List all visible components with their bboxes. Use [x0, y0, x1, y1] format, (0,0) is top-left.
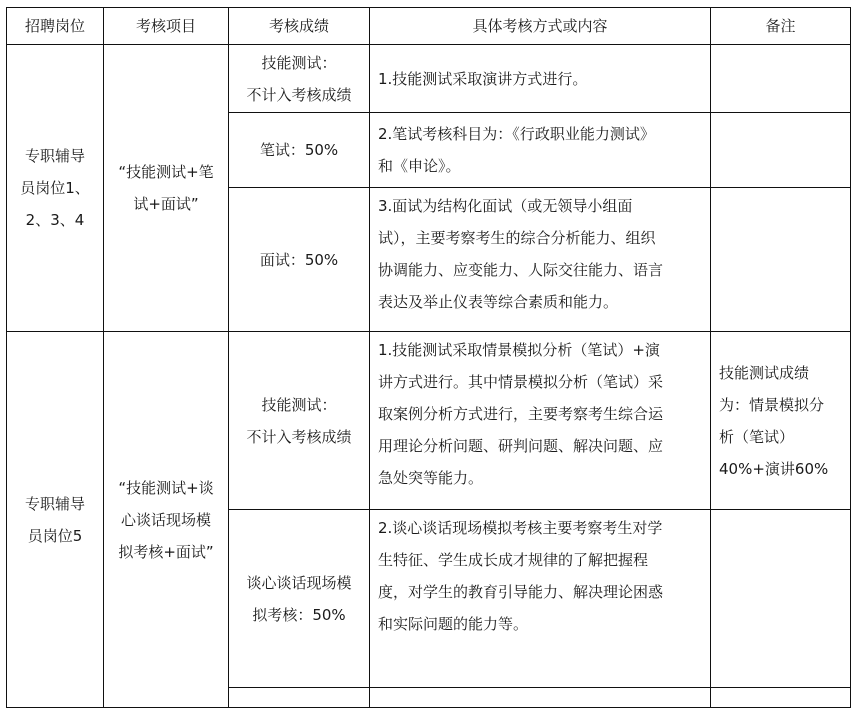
note-cell — [711, 688, 851, 708]
assessment-table — [6, 7, 851, 708]
note-cell — [711, 45, 851, 113]
table-row — [7, 332, 851, 510]
table-row — [7, 45, 851, 113]
header-score: 考核成绩 — [229, 8, 370, 45]
header-row — [7, 8, 851, 45]
score-cell: 谈心谈话现场模 拟考核：50% — [229, 510, 370, 688]
content-cell: 1.技能测试采取演讲方式进行。 — [370, 45, 711, 113]
score-cell: 笔试：50% — [229, 113, 370, 188]
position-cell: 专职辅导 员岗位5 — [7, 332, 104, 708]
score-cell: 技能测试： 不计入考核成绩 — [229, 332, 370, 510]
header-items: 考核项目 — [104, 8, 229, 45]
score-cell: 面试：50% — [229, 188, 370, 332]
content-cell: 1.技能测试采取情景模拟分析（笔试）+演 讲方式进行。其中情景模拟分析（笔试）采 取案例分析方式进行，主要考察考生综合运 用理论分析问题、研判问题、解决问题、应 急处突等能力。 — [370, 332, 711, 510]
header-note: 备注 — [711, 8, 851, 45]
note-cell: 技能测试成绩 为：情景模拟分 析（笔试） 40%+演讲60% — [711, 332, 851, 510]
score-cell — [229, 688, 370, 708]
note-cell — [711, 510, 851, 688]
content-cell — [370, 688, 711, 708]
items-cell: “技能测试+笔 试+面试” — [104, 45, 229, 332]
header-position: 招聘岗位 — [7, 8, 104, 45]
note-cell — [711, 188, 851, 332]
note-cell — [711, 113, 851, 188]
position-cell: 专职辅导 员岗位1、 2、3、4 — [7, 45, 104, 332]
content-cell: 2.谈心谈话现场模拟考核主要考察考生对学 生特征、学生成长成才规律的了解把握程 度，对学生的教育引导能力、解决理论困惑 和实际问题的能力等。 — [370, 510, 711, 688]
score-cell: 技能测试： 不计入考核成绩 — [229, 45, 370, 113]
content-cell: 2.笔试考核科目为：《行政职业能力测试》 和《申论》。 — [370, 113, 711, 188]
header-content: 具体考核方式或内容 — [370, 8, 711, 45]
items-cell: “技能测试+谈 心谈话现场模 拟考核+面试” — [104, 332, 229, 708]
content-cell: 3.面试为结构化面试（或无领导小组面 试），主要考察考生的综合分析能力、组织 协调能力、应变能力、人际交往能力、语言 表达及举止仪表等综合素质和能力。 — [370, 188, 711, 332]
